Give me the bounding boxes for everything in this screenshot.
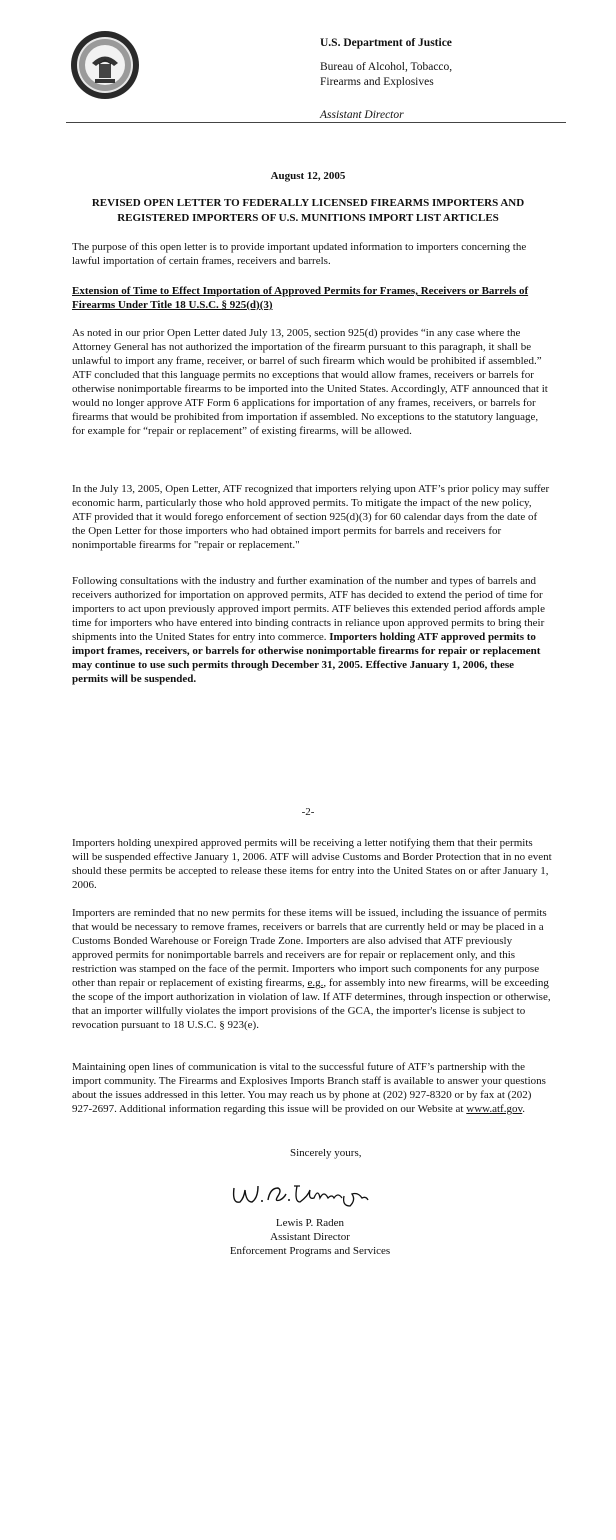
intro-paragraph: The purpose of this open letter is to provide important updated information to importers concerning the lawful importation of certain frames, receivers and barrels. — [72, 241, 527, 267]
section-heading: Extension of Time to Effect Importation of Approved Permits for Frames, Receivers or Barrels of Firearms Under Title 18 U.S.C. § 925(d)(3) — [72, 285, 529, 311]
closing: Sincerely yours, — [290, 1147, 362, 1159]
signer-name: Lewis P. Raden — [275, 1217, 345, 1229]
paragraph-3 — [72, 574, 552, 686]
letterhead-rule — [66, 122, 566, 123]
page-number: -2- — [301, 806, 315, 818]
paragraph-5-eg: e.g. — [307, 977, 324, 989]
paragraph-5-part-b: , for assembly into new firearms, will be exceeding the scope of the import authorization in violation of law. If ATF determines, through inspection or otherwise, that an importer willfully violates the import provisions of the GCA, the importer's license is subject to revocation pursuant to 18 U.S.C. § 923(e). — [72, 977, 551, 1031]
paragraph-6-text: Maintaining open lines of communication is vital to the successful future of ATF’s partnership with the import community. The Firearms and Explosives Imports Branch staff is available to answer your questions about the issues addressed in this letter. You may reach us by phone at (202) 927-8320 or by fax at (202) 927-2697. Additional information regarding this issue will be provided on our Website at — [72, 1061, 546, 1115]
paragraph-6-end: . — [522, 1103, 526, 1115]
department-name: U.S. Department of Justice — [320, 37, 452, 49]
letter-title: REVISED OPEN LETTER TO FEDERALLY LICENSED FIREARMS IMPORTERS AND REGISTERED IMPORTERS OF U.S. MUNITIONS IMPORT LIST ARTICLES — [91, 197, 525, 224]
paragraph-5-part-a: Importers are reminded that no new permits for these items will be issued, including the issuance of permits that would be necessary to remove frames, receivers or barrels that are currently held or may be placed in a Customs Bonded Warehouse or Foreign Trade Zone. Importers are also advised that ATF previously approved permits for nonimportable barrels and receivers are for repair or replacement only, and this restriction was stamped on the face of the permit. Importers who import such components for any purpose other than repair or replacement of existing firearms, — [72, 907, 547, 989]
atf-seal-icon — [70, 30, 140, 100]
paragraph-3-plain: Following consultations with the industry and further examination of the number and types of barrels and receivers authorized for importation on approved permits, ATF has decided to extend the period of time for importers to act upon previously approved import permits. ATF believes this extended period affords ample time for importers who have entered into binding contracts in reliance upon approved permits to bring their shipments into the United States for entry into commerce. — [72, 575, 545, 643]
handwritten-signature — [228, 1176, 378, 1212]
letterhead — [320, 36, 600, 121]
signer-title: Assistant Director — [270, 1231, 350, 1243]
bureau-line-2: Firearms and Explosives — [320, 76, 434, 88]
paragraph-3-bold: Importers holding ATF approved permits to import frames, receivers, or barrels for otherwise nonimportable firearms for repair or replacement may continue to use such permits through December 31, 2005. Effective January 1, 2006, these permits will be suspended. — [72, 631, 541, 685]
signer-office: Enforcement Programs and Services — [229, 1245, 391, 1257]
letter-date: August 12, 2005 — [270, 170, 346, 182]
paragraph-5 — [72, 906, 552, 1032]
paragraph-6 — [72, 1060, 552, 1116]
bureau-line-1: Bureau of Alcohol, Tobacco, — [320, 61, 453, 73]
signature-block — [210, 1216, 410, 1258]
paragraph-2: In the July 13, 2005, Open Letter, ATF recognized that importers relying upon ATF’s prior policy may suffer economic harm, particularly those who hold approved permits. To mitigate the impact of the new policy, ATF provided that it would forego enforcement of section 925(d)(3) for 60 calendar days from the date of the Open Letter for those importers who had obtained import permits for barrels and receivers for nonimportable firearms for "repair or replacement." — [72, 483, 550, 551]
office-subtitle: Assistant Director — [320, 109, 404, 121]
website-link[interactable]: www.atf.gov — [466, 1103, 523, 1115]
paragraph-4: Importers holding unexpired approved permits will be receiving a letter notifying them that their permits will be suspended effective January 1, 2006. ATF will advise Customs and Border Protection that in no event should these permits be accepted to release these items for entry into the United States on or after January 1, 2006. — [72, 837, 552, 891]
paragraph-1: As noted in our prior Open Letter dated July 13, 2005, section 925(d) provides “in any case where the Attorney General has not authorized the importation of the firearm pursuant to this paragraph, it shall be unlawful to import any frame, receiver, or barrel of such firearm which would be prohibited if assembled.” ATF concluded that this language permits no exceptions that would allow frames, receivers or barrels for otherwise nonimportable firearms to be imported into the United States. Accordingly, ATF announced that it would no longer approve ATF Form 6 applications for importation of any frames, receivers, or barrels for firearms that would be prohibited from importation if assembled. No exceptions to the statutory language, for example for “repair or replacement” of existing firearms, will be allowed. — [72, 327, 548, 437]
